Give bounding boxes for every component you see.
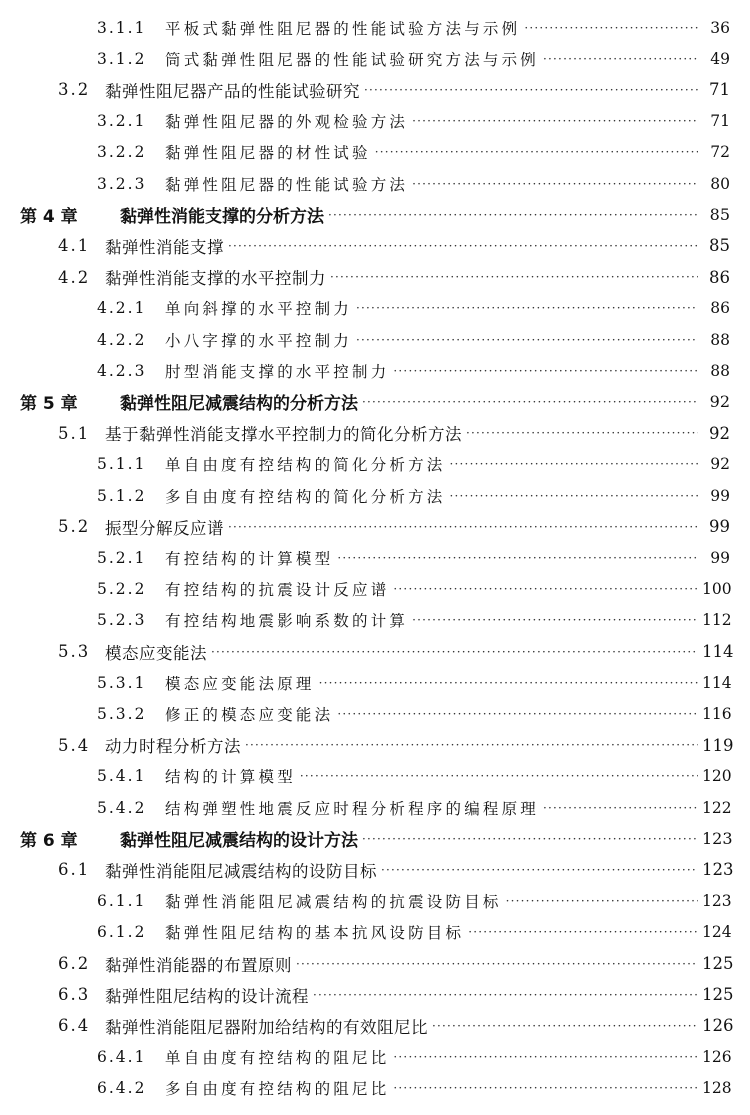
- toc-entry-page: 92: [710, 455, 730, 474]
- dot-leader: [364, 83, 698, 97]
- toc-entry[interactable]: [0, 106, 750, 137]
- toc-entry[interactable]: [0, 137, 750, 168]
- toc-entry-number: 5.4: [58, 735, 91, 755]
- toc-entry-title: 黏弹性阻尼器的材性试验: [165, 144, 371, 163]
- toc-entry[interactable]: [0, 1073, 750, 1104]
- toc-entry-title: 黏弹性消能阻尼减震结构的设防目标: [105, 861, 377, 881]
- toc-entry-title: 有控结构的计算模型: [165, 549, 334, 568]
- dot-leader: [506, 894, 698, 908]
- toc-entry-title: 振型分解反应谱: [105, 518, 224, 538]
- toc-entry-page: 85: [709, 205, 730, 225]
- toc-entry-title: 筒式黏弹性阻尼器的性能试验研究方法与示例: [165, 50, 540, 69]
- toc-entry-title: 黏弹性消能阻尼减震结构的抗震设防目标: [165, 893, 502, 912]
- toc-entry-page: 100: [702, 580, 732, 599]
- toc-entry-page: 85: [709, 236, 730, 256]
- toc-entry-page: 123: [702, 860, 734, 880]
- toc-entry-number: 5.4.2: [97, 798, 147, 817]
- toc-entry-title: 小八字撑的水平控制力: [165, 331, 353, 350]
- toc-entry-number: 5.3.1: [97, 673, 147, 692]
- toc-entry-page: 124: [702, 923, 732, 942]
- toc-entry-page: 49: [710, 49, 730, 68]
- dot-leader: [313, 988, 698, 1002]
- toc-entry[interactable]: [0, 74, 750, 105]
- toc-entry-page: 125: [702, 954, 734, 973]
- toc-entry-page: 114: [702, 673, 732, 692]
- toc-entry-number: 4.1: [58, 236, 91, 256]
- toc-entry-number: 3.2.2: [97, 143, 147, 162]
- toc-entry-number: 6.4.1: [97, 1048, 147, 1067]
- toc-entry-page: 88: [710, 361, 730, 380]
- toc-entry-number: 4.2.3: [97, 361, 147, 380]
- toc-entry-number: 6.1: [58, 860, 91, 880]
- toc-entry-number: 6.3: [58, 985, 91, 1005]
- toc-entry-number: 5.1.2: [97, 486, 147, 505]
- toc-entry-number: 6.2: [58, 954, 91, 973]
- toc-entry-title: 黏弹性阻尼结构的设计流程: [105, 986, 309, 1006]
- toc-entry-title: 黏弹性阻尼减震结构的设计方法: [120, 831, 358, 852]
- dot-leader: [330, 270, 698, 284]
- toc-entry-title: 单向斜撑的水平控制力: [165, 300, 353, 319]
- dot-leader: [393, 364, 698, 378]
- toc-entry-number: 5.3: [58, 642, 91, 661]
- toc-entry-title: 黏弹性阻尼器产品的性能试验研究: [105, 81, 360, 101]
- toc-entry-number: 第 4 章: [20, 207, 78, 228]
- dot-leader: [468, 925, 698, 939]
- toc-entry[interactable]: [0, 917, 750, 948]
- toc-entry-title: 多自由度有控结构的简化分析方法: [165, 487, 446, 506]
- toc-entry-page: 99: [710, 548, 730, 567]
- dot-leader: [450, 457, 698, 471]
- dot-leader: [362, 395, 698, 409]
- toc-entry-title: 有控结构的抗震设计反应谱: [165, 581, 390, 600]
- toc-entry[interactable]: [0, 230, 750, 261]
- toc-entry-number: 6.4: [58, 1016, 91, 1036]
- toc-entry-number: 3.1.1: [97, 18, 147, 37]
- toc-entry-title: 黏弹性阻尼器的性能试验方法: [165, 175, 409, 194]
- toc-entry-title: 黏弹性消能器的布置原则: [105, 955, 292, 975]
- toc-entry[interactable]: [0, 1010, 750, 1041]
- dot-leader: [543, 52, 698, 66]
- toc-entry[interactable]: [0, 948, 750, 979]
- toc-entry-page: 92: [709, 392, 730, 412]
- toc-entry-page: 125: [702, 985, 734, 1005]
- dot-leader: [362, 832, 698, 846]
- toc-entry[interactable]: [0, 761, 750, 792]
- toc-entry-title: 黏弹性消能支撑的分析方法: [120, 207, 324, 228]
- toc-entry-page: 36: [710, 18, 730, 37]
- toc-entry[interactable]: [0, 511, 750, 542]
- toc-entry[interactable]: [0, 12, 750, 43]
- toc-entry[interactable]: [0, 43, 750, 74]
- toc-entry-page: 122: [702, 798, 732, 817]
- dot-leader: [356, 333, 698, 347]
- dot-leader: [543, 801, 698, 815]
- toc-entry-number: 3.1.2: [97, 49, 147, 68]
- toc-entry-page: 114: [702, 642, 734, 661]
- toc-entry-title: 肘型消能支撑的水平控制力: [165, 362, 390, 381]
- toc-entry-title: 有控结构地震影响系数的计算: [165, 612, 409, 631]
- toc-entry-title: 模态应变能法原理: [165, 674, 315, 693]
- dot-leader: [393, 582, 698, 596]
- toc-entry-page: 80: [710, 174, 730, 193]
- dot-leader: [375, 145, 698, 159]
- toc-entry-number: 4.2.2: [97, 330, 147, 349]
- toc-entry-number: 6.4.2: [97, 1079, 147, 1098]
- toc-entry-page: 71: [709, 80, 730, 100]
- dot-leader: [381, 863, 698, 877]
- toc-entry-page: 120: [702, 767, 732, 786]
- toc-entry-number: 3.2: [58, 80, 91, 100]
- toc-entry[interactable]: [0, 823, 750, 854]
- toc-entry-number: 5.2.1: [97, 548, 147, 567]
- toc-entry-page: 92: [709, 423, 730, 443]
- toc-entry-number: 第 5 章: [20, 394, 78, 415]
- dot-leader: [319, 676, 698, 690]
- dot-leader: [337, 707, 698, 721]
- toc-entry-number: 5.2.3: [97, 611, 147, 630]
- toc-entry-page: 126: [702, 1048, 732, 1067]
- toc-entry-title: 黏弹性消能支撑的水平控制力: [105, 269, 326, 289]
- toc-entry[interactable]: [0, 792, 750, 823]
- toc-entry-page: 116: [702, 704, 732, 723]
- toc-entry-page: 88: [710, 330, 730, 349]
- toc-entry-page: 112: [702, 611, 732, 630]
- dot-leader: [228, 239, 698, 253]
- toc-entry-page: 99: [710, 486, 730, 505]
- toc-entry-number: 3.2.1: [97, 112, 147, 131]
- dot-leader: [337, 551, 698, 565]
- dot-leader: [393, 1081, 698, 1095]
- dot-leader: [328, 208, 698, 222]
- toc-entry-number: 6.1.1: [97, 892, 147, 911]
- dot-leader: [296, 957, 698, 971]
- toc-entry-number: 4.2.1: [97, 299, 147, 318]
- toc-entry[interactable]: [0, 1042, 750, 1073]
- toc-entry-page: 86: [709, 267, 730, 287]
- toc-entry-number: 5.1.1: [97, 455, 147, 474]
- dot-leader: [412, 613, 698, 627]
- toc-entry-title: 单自由度有控结构的阻尼比: [165, 1049, 390, 1068]
- toc-entry-title: 基于黏弹性消能支撑水平控制力的简化分析方法: [105, 425, 462, 445]
- toc-entry-page: 128: [702, 1079, 732, 1098]
- toc-entry-title: 黏弹性阻尼结构的基本抗风设防目标: [165, 924, 465, 943]
- dot-leader: [412, 114, 698, 128]
- toc-entry-page: 119: [702, 735, 734, 755]
- toc-entry[interactable]: [0, 730, 750, 761]
- toc-entry-number: 第 6 章: [20, 831, 78, 852]
- toc-entry-page: 123: [702, 829, 733, 849]
- toc-entry[interactable]: [0, 168, 750, 199]
- toc-entry-title: 修正的模态应变能法: [165, 705, 334, 724]
- toc-entry-number: 5.2.2: [97, 580, 147, 599]
- dot-leader: [466, 426, 698, 440]
- toc-entry-number: 4.2: [58, 267, 91, 287]
- toc-entry[interactable]: [0, 542, 750, 573]
- toc-entry-number: 5.3.2: [97, 704, 147, 723]
- toc-entry[interactable]: [0, 979, 750, 1010]
- toc-entry-page: 123: [702, 892, 732, 911]
- toc-entry-page: 71: [710, 112, 730, 131]
- toc-entry-title: 黏弹性阻尼减震结构的分析方法: [120, 394, 358, 415]
- toc-entry-page: 86: [710, 299, 730, 318]
- toc-entry-title: 单自由度有控结构的简化分析方法: [165, 456, 446, 475]
- dot-leader: [245, 738, 698, 752]
- toc-entry[interactable]: [0, 418, 750, 449]
- dot-leader: [450, 489, 698, 503]
- toc-entry[interactable]: [0, 698, 750, 729]
- toc-entry-number: 5.4.1: [97, 767, 147, 786]
- toc-entry-title: 模态应变能法: [105, 643, 207, 663]
- toc-entry-title: 结构的计算模型: [165, 768, 296, 787]
- dot-leader: [412, 177, 698, 191]
- toc-entry-title: 结构弹塑性地震反应时程分析程序的编程原理: [165, 799, 540, 818]
- toc-entry[interactable]: [0, 636, 750, 667]
- dot-leader: [211, 645, 698, 659]
- dot-leader: [356, 301, 698, 315]
- toc-entry[interactable]: [0, 324, 750, 355]
- toc-entry[interactable]: [0, 293, 750, 324]
- toc-entry[interactable]: [0, 886, 750, 917]
- toc-entry[interactable]: [0, 480, 750, 511]
- toc-entry-number: 5.1: [58, 423, 91, 443]
- toc-entry-title: 黏弹性阻尼器的外观检验方法: [165, 113, 409, 132]
- toc-entry-title: 动力时程分析方法: [105, 737, 241, 757]
- toc-entry-title: 平板式黏弹性阻尼器的性能试验方法与示例: [165, 19, 521, 38]
- toc-entry-number: 6.1.2: [97, 923, 147, 942]
- toc-entry[interactable]: [0, 667, 750, 698]
- dot-leader: [228, 520, 698, 534]
- toc-entry[interactable]: [0, 199, 750, 230]
- dot-leader: [300, 769, 698, 783]
- dot-leader: [432, 1019, 698, 1033]
- dot-leader: [393, 1050, 698, 1064]
- toc-entry[interactable]: [0, 386, 750, 417]
- toc-entry-title: 多自由度有控结构的阻尼比: [165, 1080, 390, 1099]
- toc-entry[interactable]: [0, 449, 750, 480]
- toc-entry-number: 3.2.3: [97, 174, 147, 193]
- toc-entry-page: 99: [709, 517, 730, 537]
- toc-entry-page: 72: [710, 143, 730, 162]
- toc-entry-page: 126: [702, 1016, 734, 1036]
- toc-entry[interactable]: [0, 262, 750, 293]
- toc-entry-title: 黏弹性消能支撑: [105, 237, 224, 257]
- toc-entry[interactable]: [0, 854, 750, 885]
- dot-leader: [524, 21, 698, 35]
- toc-entry[interactable]: [0, 355, 750, 386]
- toc-entry-title: 黏弹性消能阻尼器附加给结构的有效阻尼比: [105, 1017, 428, 1037]
- toc-entry[interactable]: [0, 605, 750, 636]
- toc-entry[interactable]: [0, 574, 750, 605]
- toc-entry-number: 5.2: [58, 517, 91, 537]
